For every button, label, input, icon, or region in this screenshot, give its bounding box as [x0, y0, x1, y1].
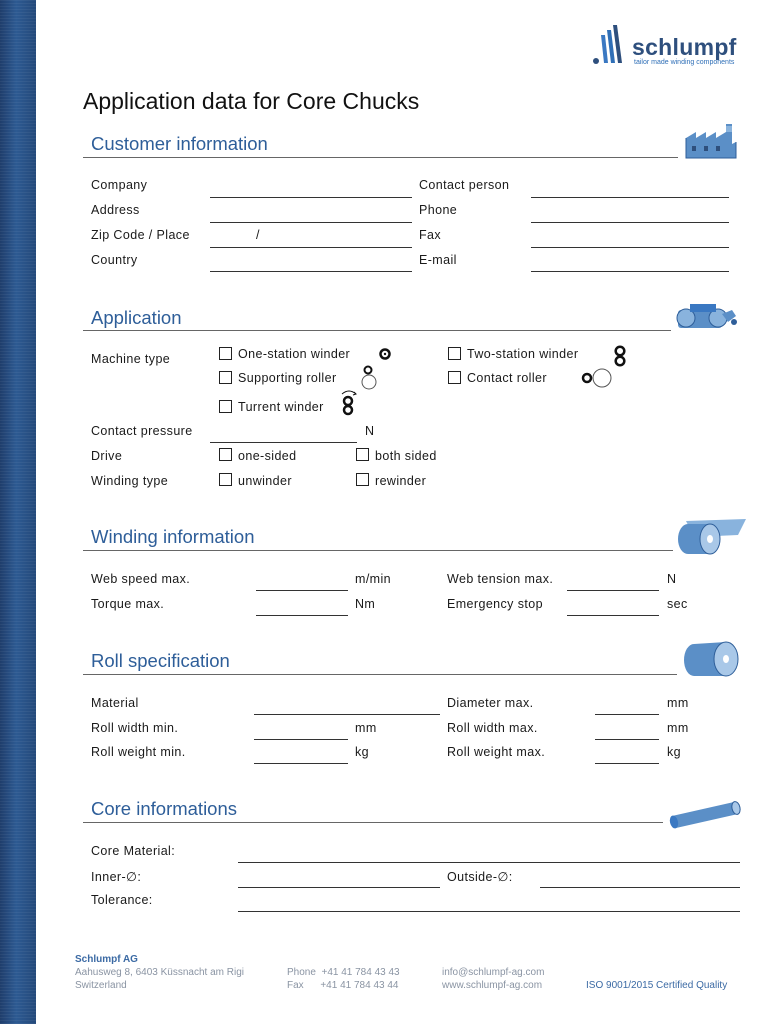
footer-phone: Phone +41 41 784 43 43 [287, 967, 400, 978]
contact-pressure-label: Contact pressure [91, 424, 193, 438]
supporting-roller-icon [360, 364, 378, 392]
footer-fax: Fax +41 41 784 43 44 [287, 980, 399, 991]
phone-field[interactable] [531, 222, 729, 223]
section-divider [83, 822, 663, 823]
tolerance-label: Tolerance: [91, 893, 153, 907]
web-speed-label: Web speed max. [91, 572, 191, 586]
emergency-stop-label: Emergency stop [447, 597, 543, 611]
section-heading-winding: Winding information [91, 526, 255, 547]
torque-field[interactable] [256, 615, 348, 616]
section-heading-core: Core informations [91, 798, 238, 819]
section-divider [83, 157, 678, 158]
section-divider [83, 550, 673, 551]
both-sided-label: both sided [375, 449, 437, 463]
roll-width-max-field[interactable] [595, 739, 659, 740]
outside-diameter-field[interactable] [540, 887, 740, 888]
factory-icon [682, 118, 740, 162]
two-station-winder-label: Two-station winder [467, 347, 579, 361]
email-label: E-mail [419, 253, 457, 267]
email-field[interactable] [531, 271, 729, 272]
brand-tagline: tailor made winding components [634, 59, 735, 66]
material-label: Material [91, 696, 139, 710]
page-title: Application data for Core Chucks [83, 88, 420, 114]
web-tension-field[interactable] [567, 590, 659, 591]
contact-pressure-unit: N [365, 424, 375, 438]
footer-iso: ISO 9001/2015 Certified Quality [586, 980, 728, 991]
unwinder-checkbox[interactable] [219, 473, 232, 486]
roll-width-min-label: Roll width min. [91, 721, 179, 735]
roll-width-max-label: Roll width max. [447, 721, 538, 735]
unwinder-label: unwinder [238, 474, 292, 488]
two-station-winder-checkbox[interactable] [448, 347, 461, 360]
section-heading-customer: Customer information [91, 133, 268, 154]
diameter-max-label: Diameter max. [447, 696, 534, 710]
one-station-winder-label: One-station winder [238, 347, 351, 361]
contact-roller-icon [580, 367, 614, 389]
footer-street: Aahusweg 8, 6403 Küssnacht am Rigi [75, 967, 244, 978]
company-label: Company [91, 178, 148, 192]
address-field[interactable] [210, 222, 412, 223]
web-roll-icon [674, 515, 750, 557]
brand-name: schlumpf [632, 34, 737, 60]
fax-label: Fax [419, 228, 442, 242]
country-field[interactable] [210, 271, 412, 272]
roll-weight-min-field[interactable] [254, 763, 348, 764]
inner-diameter-field[interactable] [238, 887, 440, 888]
supporting-roller-label: Supporting roller [238, 371, 337, 385]
section-divider [83, 674, 677, 675]
left-decorative-band [0, 0, 36, 1024]
rewinder-label: rewinder [375, 474, 427, 488]
company-field[interactable] [210, 197, 412, 198]
outside-diameter-label: Outside-∅: [447, 870, 513, 884]
contact-roller-label: Contact roller [467, 371, 547, 385]
diameter-max-unit: mm [667, 696, 689, 710]
supporting-roller-checkbox[interactable] [219, 371, 232, 384]
diameter-max-field[interactable] [595, 714, 659, 715]
material-field[interactable] [254, 714, 440, 715]
roll-weight-min-label: Roll weight min. [91, 745, 186, 759]
core-material-label: Core Material: [91, 844, 176, 858]
footer-country: Switzerland [75, 980, 127, 991]
contact-pressure-field[interactable] [210, 442, 357, 443]
one-station-winder-checkbox[interactable] [219, 347, 232, 360]
zip-separator: / [256, 228, 260, 242]
footer-website: www.schlumpf-ag.com [442, 980, 543, 991]
section-heading-roll: Roll specification [91, 650, 230, 671]
turrent-winder-label: Turrent winder [238, 400, 324, 414]
country-label: Country [91, 253, 138, 267]
rewinder-checkbox[interactable] [356, 473, 369, 486]
machine-type-label: Machine type [91, 352, 171, 366]
torque-label: Torque max. [91, 597, 165, 611]
roll-icon [680, 638, 742, 680]
web-speed-unit: m/min [355, 572, 392, 586]
web-speed-field[interactable] [256, 590, 348, 591]
roll-width-min-unit: mm [355, 721, 377, 735]
contact-roller-checkbox[interactable] [448, 371, 461, 384]
one-station-winder-icon [379, 348, 391, 360]
zip-place-field[interactable] [210, 247, 412, 248]
core-tube-icon [664, 796, 744, 832]
address-label: Address [91, 203, 140, 217]
roll-weight-max-field[interactable] [595, 763, 659, 764]
fax-field[interactable] [531, 247, 729, 248]
turrent-winder-icon [339, 388, 359, 416]
roll-width-max-unit: mm [667, 721, 689, 735]
turrent-winder-checkbox[interactable] [219, 400, 232, 413]
roll-weight-min-unit: kg [355, 745, 370, 759]
one-sided-checkbox[interactable] [219, 448, 232, 461]
roll-weight-max-unit: kg [667, 745, 682, 759]
footer-company: Schlumpf AG [75, 954, 138, 965]
contact-person-field[interactable] [531, 197, 729, 198]
section-divider [83, 330, 671, 331]
core-material-field[interactable] [238, 862, 740, 863]
footer-email: info@schlumpf-ag.com [442, 967, 545, 978]
winding-type-label: Winding type [91, 474, 169, 488]
zip-place-label: Zip Code / Place [91, 228, 190, 242]
drive-label: Drive [91, 449, 123, 463]
two-station-winder-icon [614, 345, 626, 367]
section-heading-application: Application [91, 307, 182, 328]
both-sided-checkbox[interactable] [356, 448, 369, 461]
schlumpf-logo-icon [592, 25, 628, 67]
torque-unit: Nm [355, 597, 376, 611]
emergency-stop-unit: sec [667, 597, 688, 611]
machine-icon [672, 296, 738, 336]
web-tension-label: Web tension max. [447, 572, 554, 586]
inner-diameter-label: Inner-∅: [91, 870, 142, 884]
contact-person-label: Contact person [419, 178, 510, 192]
web-tension-unit: N [667, 572, 677, 586]
tolerance-field[interactable] [238, 911, 740, 912]
phone-label: Phone [419, 203, 458, 217]
roll-width-min-field[interactable] [254, 739, 348, 740]
emergency-stop-field[interactable] [567, 615, 659, 616]
one-sided-label: one-sided [238, 449, 297, 463]
roll-weight-max-label: Roll weight max. [447, 745, 546, 759]
